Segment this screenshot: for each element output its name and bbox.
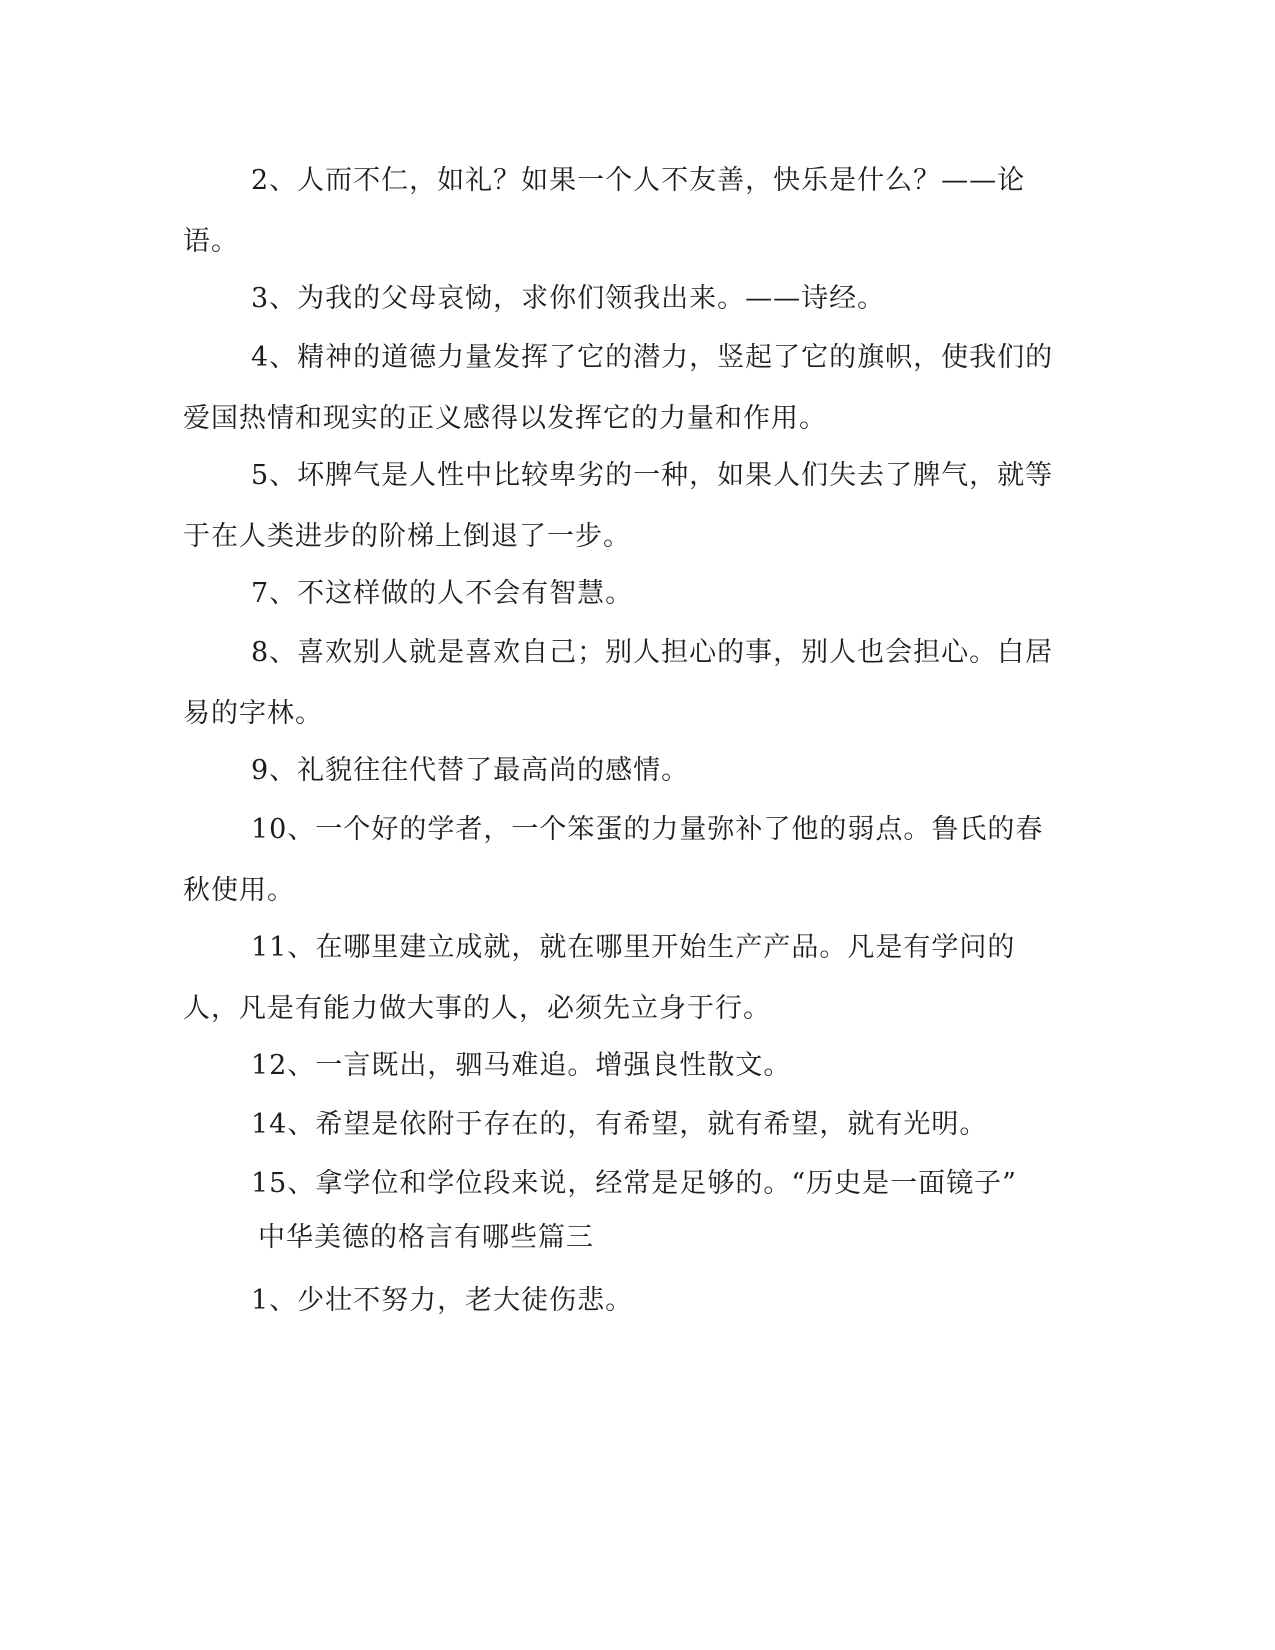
paragraph-1-section-three: 1、少壮不努力，老大徒伤悲。	[251, 1285, 634, 1316]
paragraph-5: 5、坏脾气是人性中比较卑劣的一种，如果人们失去了脾气，就等于在人类进步的阶梯上倒退了一步。	[183, 460, 1054, 552]
section-title: 中华美德的格言有哪些篇三	[258, 1222, 594, 1253]
paragraph-9: 9、礼貌往往代替了最高尚的感情。	[251, 755, 690, 786]
paragraph-10: 10、一个好的学者，一个笨蛋的力量弥补了他的弱点。鲁氏的春秋使用。	[183, 814, 1044, 906]
paragraph-14: 14、希望是依附于存在的，有希望，就有希望，就有光明。	[251, 1109, 988, 1140]
paragraph-8: 8、喜欢别人就是喜欢自己；别人担心的事，别人也会担心。白居易的字林。	[183, 637, 1054, 729]
paragraph-11: 11、在哪里建立成就，就在哪里开始生产产品。凡是有学问的人，凡是有能力做大事的人，必须先立身于行。	[183, 932, 1016, 1024]
paragraph-12: 12、一言既出，驷马难追。增强良性散文。	[251, 1050, 792, 1081]
paragraph-7: 7、不这样做的人不会有智慧。	[251, 578, 634, 609]
paragraph-2: 2、人而不仁，如礼？如果一个人不友善，快乐是什么？——论语。	[183, 165, 1026, 257]
paragraph-15: 15、拿学位和学位段来说，经常是足够的。“历史是一面镜子”	[251, 1168, 1017, 1199]
paragraph-4: 4、精神的道德力量发挥了它的潜力，竖起了它的旗帜，使我们的爱国热情和现实的正义感得以发挥它的力量和作用。	[183, 342, 1054, 434]
paragraph-3: 3、为我的父母哀恸，求你们领我出来。——诗经。	[251, 283, 886, 314]
